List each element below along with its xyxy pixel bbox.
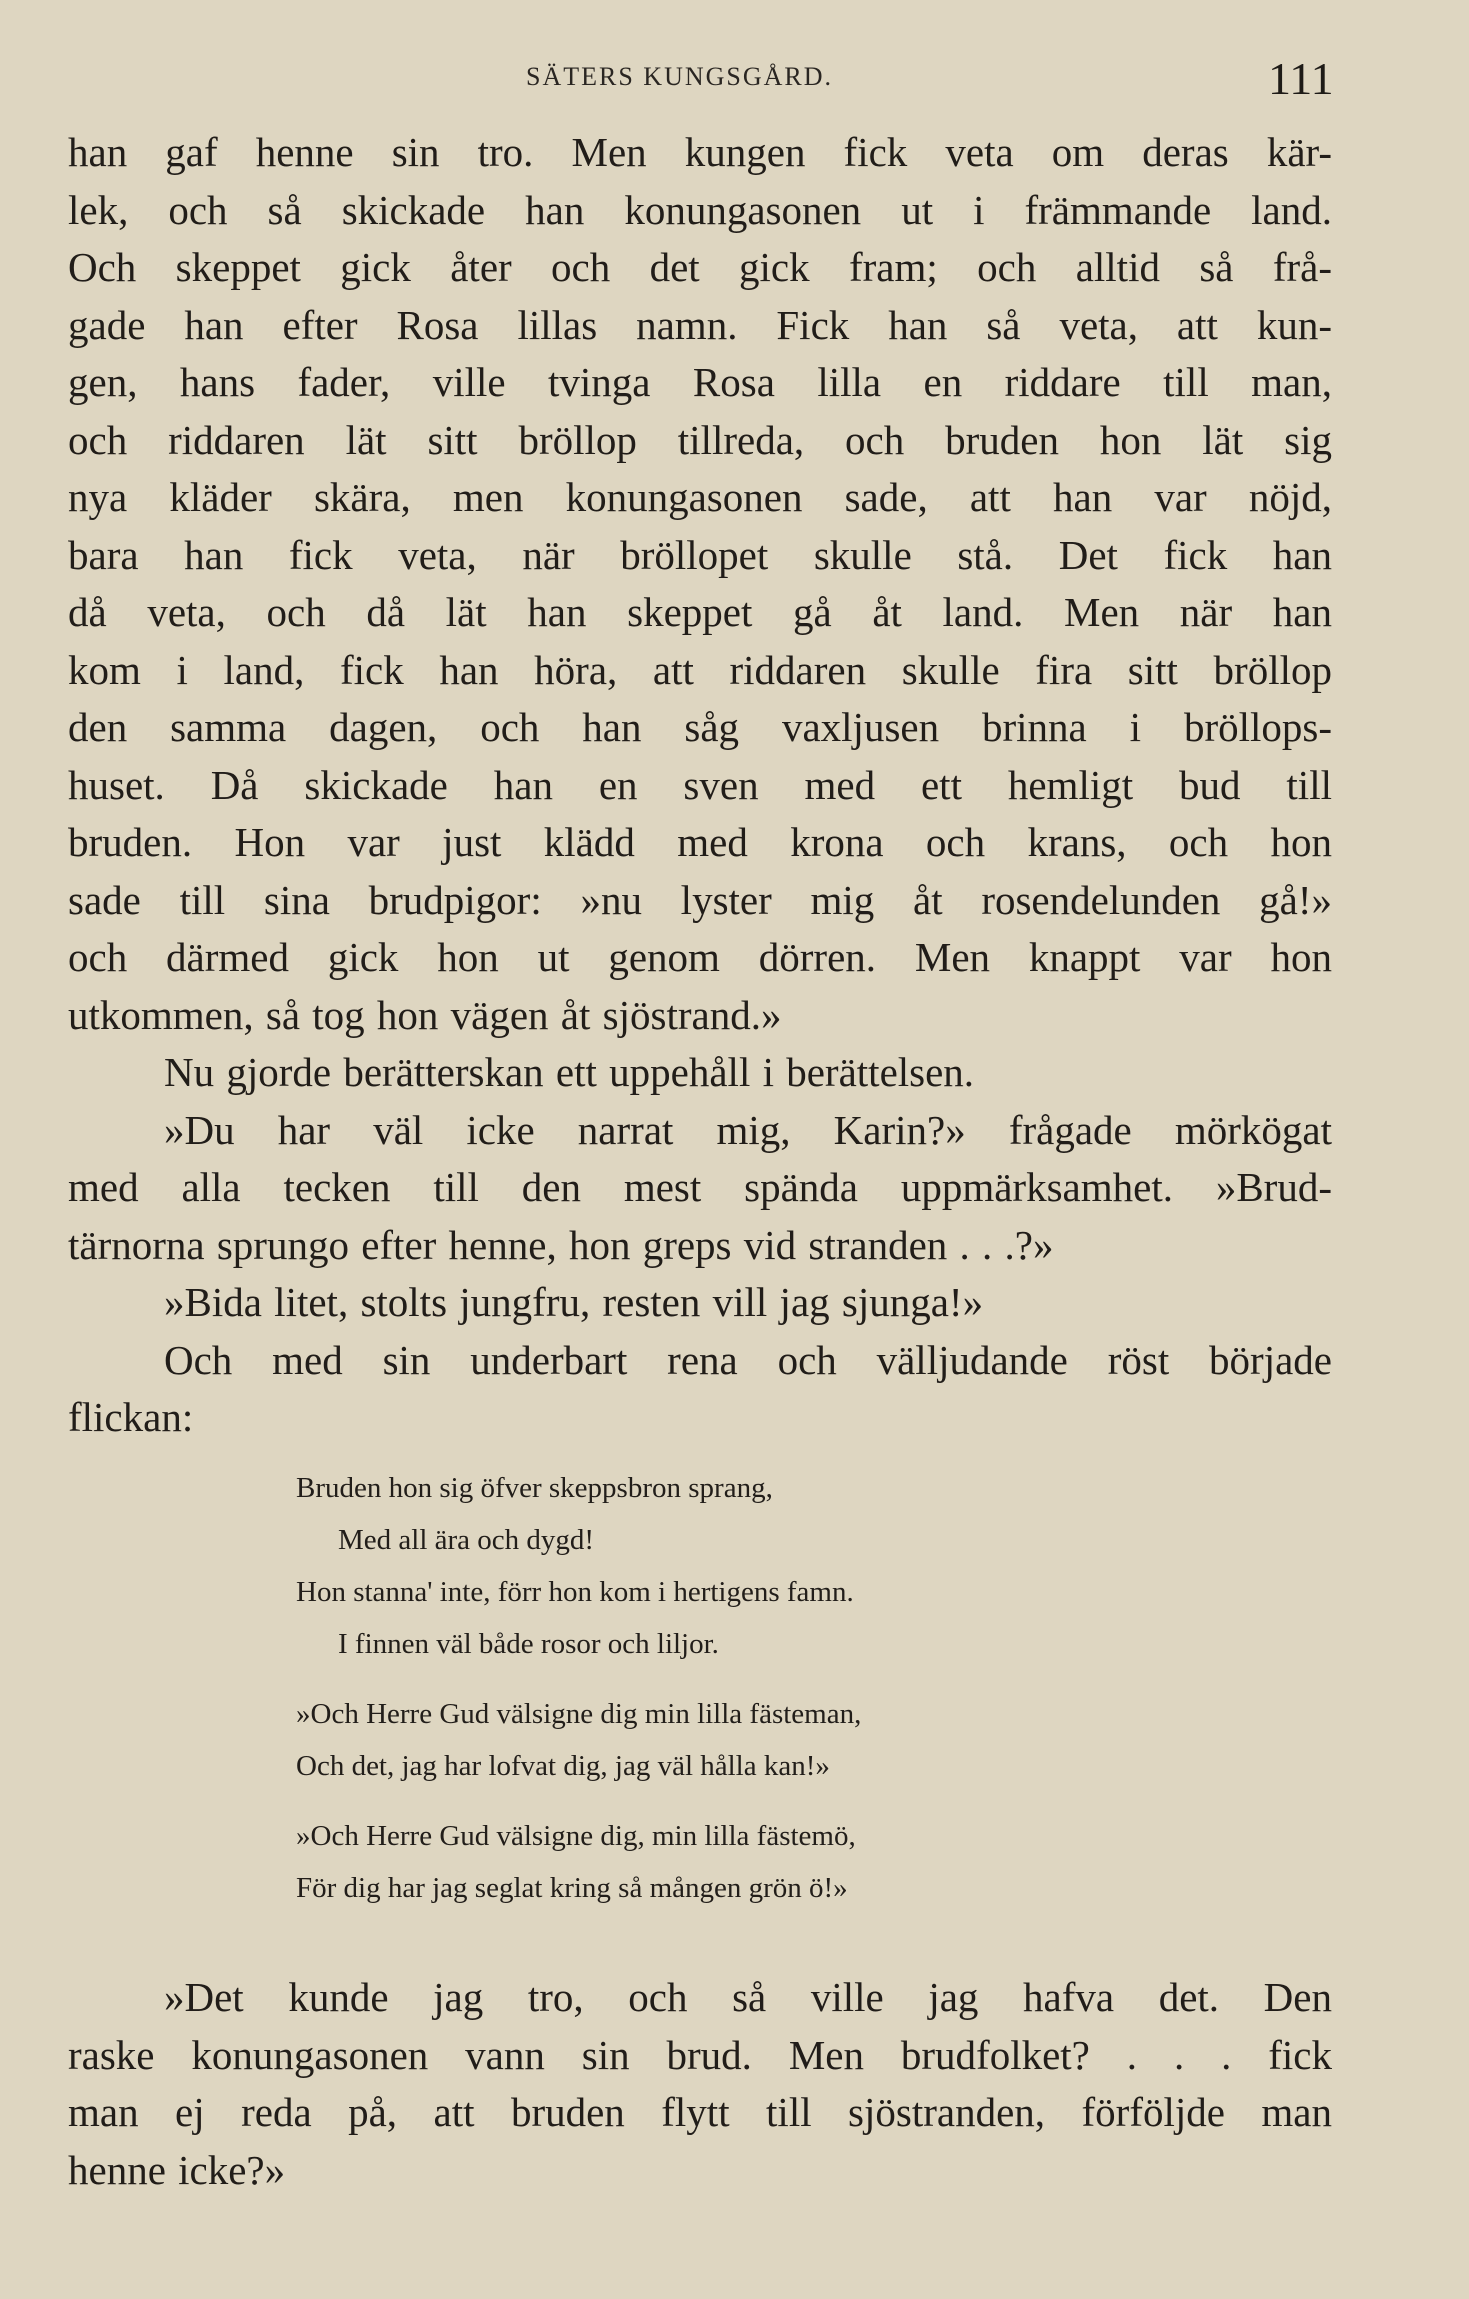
poem-stanza xyxy=(296,1688,861,1792)
poem-line: »Och Herre Gud välsigne dig min lilla fästeman, xyxy=(296,1698,862,1730)
text-line: »Bida litet, stolts jungfru, resten vill jag sjunga!» xyxy=(164,1279,984,1325)
body-text xyxy=(68,124,1332,1447)
text-line: »Du har väl icke narrat mig, Karin?» frågade mörkögat xyxy=(164,1106,1332,1153)
text-line: gade han efter Rosa lillas namn. Fick han så veta, att kun- xyxy=(68,301,1332,348)
page-number: 111 xyxy=(1268,53,1334,104)
text-line: kom i land, fick han höra, att riddaren skulle fira sitt bröllop xyxy=(68,646,1332,693)
poem-line: Och det, jag har lofvat dig, jag väl hålla kan!» xyxy=(296,1750,830,1782)
text-line: sade till sina brudpigor: »nu lyster mig åt rosendelunden gå!» xyxy=(68,876,1332,923)
text-line: utkommen, så tog hon vägen åt sjöstrand.» xyxy=(68,991,782,1038)
poem-line: För dig har jag seglat kring så mången grön ö!» xyxy=(296,1872,848,1904)
text-line: huset. Då skickade han en sven med ett hemligt bud till xyxy=(68,761,1332,808)
poem-line: »Och Herre Gud välsigne dig, min lilla fästemö, xyxy=(296,1820,856,1852)
running-title: SÄTERS KUNGSGÅRD. xyxy=(526,62,834,91)
text-line: man ej reda på, att bruden flytt till sjöstranden, förföljde man xyxy=(68,2089,1332,2135)
poem-line: Hon stanna' inte, förr hon kom i hertigens famn. xyxy=(296,1576,854,1608)
running-head xyxy=(0,52,1469,102)
poem-refrain: I finnen väl både rosor och liljor. xyxy=(338,1628,719,1660)
text-line: bara han fick veta, när bröllopet skulle stå. Det fick han xyxy=(68,531,1332,578)
text-line: raske konungasonen vann sin brud. Men brudfolket? . . . fick xyxy=(68,2031,1332,2078)
poem-stanza xyxy=(296,1462,861,1670)
text-line: gen, hans fader, ville tvinga Rosa lilla en riddare till man, xyxy=(68,359,1332,405)
poem-refrain: Med all ära och dygd! xyxy=(338,1524,595,1556)
text-line: tärnorna sprungo efter henne, hon greps vid stranden . . .?» xyxy=(68,1221,1054,1268)
text-line: och riddaren lät sitt bröllop tillreda, och bruden hon lät sig xyxy=(68,416,1332,463)
text-line: han gaf henne sin tro. Men kungen fick veta om deras kär- xyxy=(68,129,1332,175)
text-line: »Det kunde jag tro, och så ville jag hafva det. Den xyxy=(164,1974,1332,2020)
text-line: bruden. Hon var just klädd med krona och krans, och hon xyxy=(68,819,1332,865)
text-line: Och skeppet gick åter och det gick fram; och alltid så frå- xyxy=(68,244,1332,290)
poem-line: Bruden hon sig öfver skeppsbron sprang, xyxy=(296,1472,773,1504)
text-line: henne icke?» xyxy=(68,2146,286,2193)
text-line: lek, och så skickade han konungasonen ut i främmande land. xyxy=(68,186,1332,233)
text-line: Nu gjorde berätterskan ett uppehåll i berättelsen. xyxy=(164,1049,975,1095)
text-line: den samma dagen, och han såg vaxljusen brinna i bröllops- xyxy=(68,704,1332,750)
text-line: flickan: xyxy=(68,1394,194,1440)
text-line: nya kläder skära, men konungasonen sade, att han var nöjd, xyxy=(68,474,1332,520)
text-line: med alla tecken till den mest spända uppmärksamhet. »Brud- xyxy=(68,1164,1332,1210)
poem-stanza xyxy=(296,1810,861,1914)
poem xyxy=(296,1462,861,1932)
text-line: då veta, och då lät han skeppet gå åt land. Men när han xyxy=(68,589,1332,635)
closing-paragraph xyxy=(68,1969,1332,2199)
text-line: och därmed gick hon ut genom dörren. Men knappt var hon xyxy=(68,934,1332,980)
text-line: Och med sin underbart rena och välljudande röst började xyxy=(164,1336,1332,1383)
